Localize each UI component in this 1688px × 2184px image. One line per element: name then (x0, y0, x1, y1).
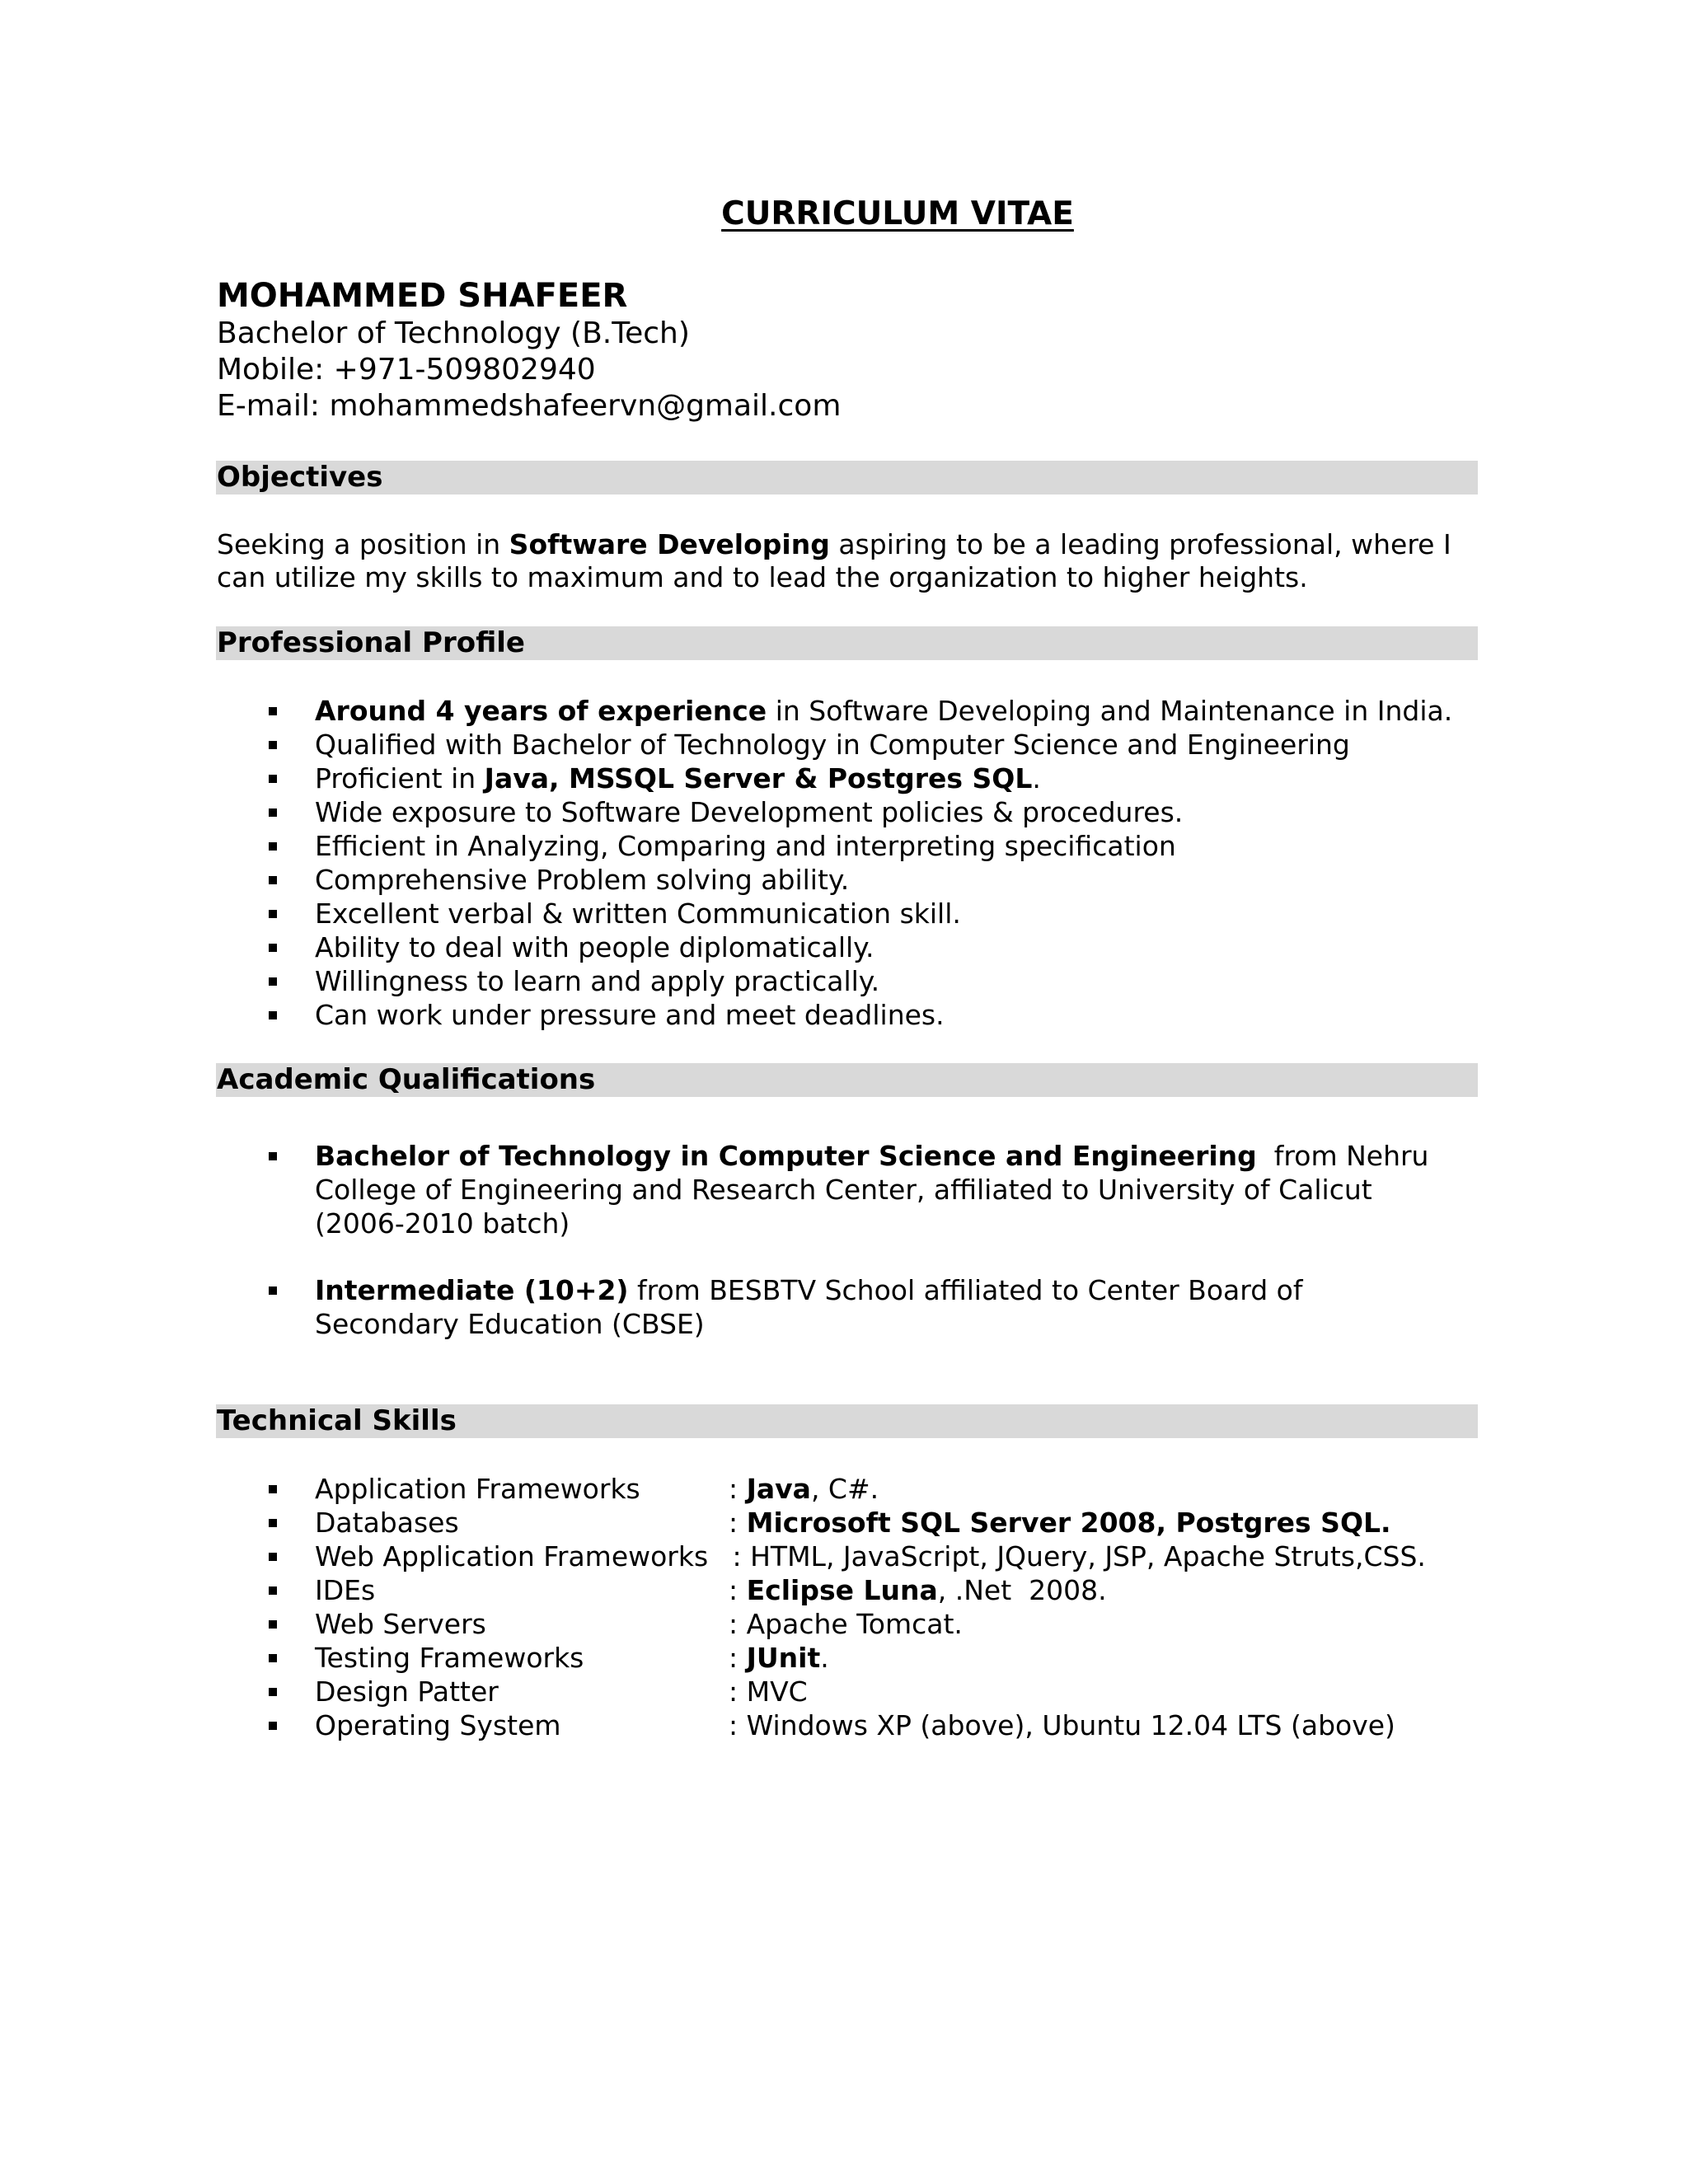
profile-item-text: in Software Developing and Maintenance in India. (767, 695, 1453, 727)
objectives-text-post: aspiring to be a leading professional, where I (829, 528, 1451, 560)
skill-value-bold: Microsoft SQL Server 2008, Postgres SQL. (746, 1507, 1391, 1539)
skill-value-text: . (820, 1642, 829, 1674)
bullet-square-icon (269, 1654, 277, 1662)
skill-label: Operating System (315, 1709, 561, 1741)
skill-value-text: , C#. (810, 1473, 879, 1505)
bullet-square-icon (269, 1620, 277, 1629)
skill-separator: : (729, 1507, 747, 1539)
profile-item-text: Qualified with Bachelor of Technology in Computer Science and Engineering (315, 729, 1350, 761)
profile-item-bold: Around 4 years of experience (315, 695, 767, 727)
skill-value (729, 1607, 963, 1641)
skill-separator: : (729, 1473, 747, 1505)
skill-value-text: Apache Tomcat. (746, 1608, 963, 1640)
skill-value-bold: Eclipse Luna (746, 1574, 938, 1606)
profile-item (315, 863, 849, 897)
bullet-square-icon (269, 808, 277, 817)
profile-item-text: Willingness to learn and apply practically. (315, 965, 880, 997)
skill-separator: : (729, 1574, 747, 1606)
skill-value-bold: JUnit (746, 1642, 821, 1674)
skill-value (729, 1472, 879, 1506)
bullet-square-icon (269, 707, 277, 715)
bullet-square-icon (269, 1152, 277, 1160)
person-degree: Bachelor of Technology (B.Tech) (217, 316, 690, 350)
bullet-square-icon (269, 944, 277, 952)
document-title: CURRICULUM VITAE (721, 195, 1074, 232)
skill-separator: : (729, 1709, 747, 1741)
profile-item (315, 998, 945, 1032)
skill-label: Databases (315, 1507, 459, 1539)
profile-item (315, 728, 1350, 762)
profile-item (315, 762, 1041, 795)
profile-item-text: Efficient in Analyzing, Comparing and interpreting specification (315, 830, 1176, 862)
academic-item-degree: Bachelor of Technology in Computer Science and Engineering (315, 1140, 1257, 1172)
bullet-square-icon (269, 1011, 277, 1019)
academic-item-line-1 (315, 1139, 1428, 1173)
profile-item (315, 829, 1176, 863)
skill-label: Web Application Frameworks (315, 1540, 709, 1572)
profile-item-text: Wide exposure to Software Development policies & procedures. (315, 796, 1184, 828)
skill-value (729, 1675, 808, 1708)
skill-value-text: MVC (746, 1675, 808, 1708)
academic-item-institution: from BESBTV School affiliated to Center Board of (628, 1274, 1303, 1306)
academic-item-degree: Intermediate (10+2) (315, 1274, 629, 1306)
profile-item-text: Can work under pressure and meet deadlines. (315, 999, 945, 1031)
bullet-square-icon (269, 1586, 277, 1595)
skill-value-text: , .Net 2008. (937, 1574, 1107, 1606)
profile-item-text: Excellent verbal & written Communication skill. (315, 898, 961, 930)
objectives-text-pre: Seeking a position in (217, 528, 509, 560)
skill-label: Testing Frameworks (315, 1642, 584, 1674)
person-email: E-mail: mohammedshafeervn@gmail.com (217, 389, 842, 423)
skill-separator: : (729, 1608, 747, 1640)
objectives-heading: Objectives (217, 461, 383, 494)
academic-item-line-1 (315, 1273, 1302, 1307)
skills-heading: Technical Skills (217, 1404, 457, 1437)
skill-value (729, 1641, 829, 1675)
bullet-square-icon (269, 741, 277, 749)
skill-separator: : (724, 1540, 751, 1572)
skill-value (729, 1708, 1395, 1742)
profile-item-text: . (1032, 762, 1041, 794)
skill-value (729, 1506, 1391, 1540)
profile-item-text: Comprehensive Problem solving ability. (315, 864, 850, 896)
profile-item-text: Ability to deal with people diplomatically. (315, 931, 874, 963)
profile-item (315, 694, 1452, 728)
skill-separator: : (729, 1642, 747, 1674)
skill-value-text: Windows XP (above), Ubuntu 12.04 LTS (above) (746, 1709, 1395, 1741)
profile-heading: Professional Profile (217, 626, 525, 659)
bullet-square-icon (269, 842, 277, 851)
skill-label: Web Servers (315, 1608, 486, 1640)
bullet-square-icon (269, 1722, 277, 1730)
skill-label: IDEs (315, 1574, 376, 1606)
bullet-square-icon (269, 910, 277, 918)
objectives-line-1 (217, 527, 1451, 561)
skill-value-text: HTML, JavaScript, JQuery, JSP, Apache Struts,CSS. (750, 1540, 1426, 1572)
skill-separator: : (729, 1675, 747, 1708)
bullet-square-icon (269, 1519, 277, 1527)
objectives-line-2: can utilize my skills to maximum and to lead the organization to higher heights. (217, 561, 1308, 593)
person-mobile: Mobile: +971-509802940 (217, 353, 596, 387)
academic-item-line-2: Secondary Education (CBSE) (315, 1308, 705, 1340)
academics-heading: Academic Qualifications (217, 1063, 596, 1096)
academic-item-line-2: College of Engineering and Research Center, affiliated to University of Calicut (315, 1174, 1372, 1206)
bullet-square-icon (269, 876, 277, 884)
bullet-square-icon (269, 1485, 277, 1493)
skill-label: Application Frameworks (315, 1473, 640, 1505)
profile-item (315, 897, 961, 930)
profile-item (315, 964, 879, 998)
bullet-square-icon (269, 977, 277, 986)
profile-item-pre: Proficient in (315, 762, 485, 794)
skill-value-bold: Java (746, 1473, 811, 1505)
bullet-square-icon (269, 775, 277, 783)
skill-value (729, 1573, 1107, 1607)
academic-item-institution: from Nehru (1256, 1140, 1429, 1172)
person-name: MOHAMMED SHAFEER (217, 277, 628, 315)
objectives-text-bold: Software Developing (509, 528, 830, 560)
bullet-square-icon (269, 1286, 277, 1295)
profile-item-bold: Java, MSSQL Server & Postgres SQL (484, 762, 1033, 794)
bullet-square-icon (269, 1688, 277, 1696)
profile-item (315, 795, 1183, 829)
objectives-section-bar (216, 461, 1478, 494)
academic-item-line-3: (2006-2010 batch) (315, 1207, 570, 1240)
profile-item (315, 930, 874, 964)
skill-value (724, 1540, 1426, 1573)
skill-label: Design Patter (315, 1675, 499, 1708)
bullet-square-icon (269, 1553, 277, 1561)
